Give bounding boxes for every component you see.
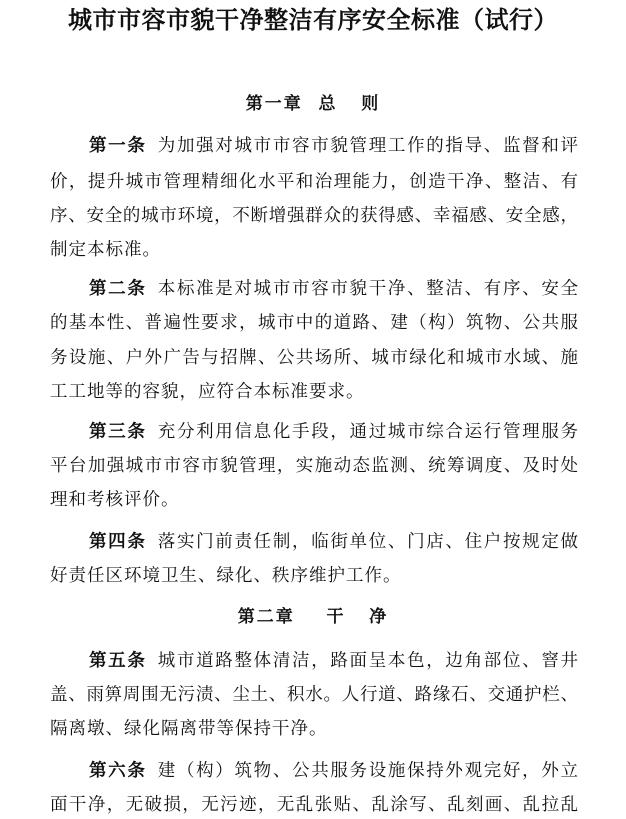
article-label: 第五条 [89, 651, 147, 671]
article-label: 第一条 [89, 136, 147, 156]
article-line: 面干净，无破损，无污迹，无乱张贴、乱涂写、乱刻画、乱拉乱 [50, 795, 578, 815]
article-first-line [89, 277, 578, 301]
article-line: 制定本标准。 [50, 240, 161, 260]
chapter-heading: 第二章 干 净 [237, 607, 389, 627]
article-label: 第四条 [89, 532, 147, 552]
article-line: 务设施、户外广告与招牌、公共场所、城市绿化和城市水域、施 [50, 348, 578, 368]
article-first-line [89, 134, 578, 158]
article-line: 的基本性、普遍性要求，城市中的道路、建（构）筑物、公共服 [50, 313, 578, 333]
article-text: 充分利用信息化手段，通过城市综合运行管理服务 [157, 422, 578, 442]
article-first-line [89, 420, 578, 444]
article-line: 平台加强城市市容市貌管理，实施动态监测、统筹调度、及时处 [50, 456, 578, 476]
article-line: 价，提升城市管理精细化水平和治理能力，创造干净、整洁、有 [50, 172, 578, 192]
article-text: 落实门前责任制，临街单位、门店、住户按规定做 [157, 532, 578, 552]
chapter-heading: 第一章 总 则 [245, 94, 381, 114]
article-line: 好责任区环境卫生、绿化、秩序维护工作。 [50, 566, 402, 586]
article-line: 序、安全的城市环境，不断增强群众的获得感、幸福感、安全感， [50, 206, 578, 226]
article-line: 工工地等的容貌，应符合本标准要求。 [50, 382, 365, 402]
article-first-line [89, 649, 578, 673]
article-label: 第三条 [89, 422, 147, 442]
article-text: 城市道路整体清洁，路面呈本色，边角部位、窨井 [157, 651, 578, 671]
article-text: 为加强对城市市容市貌管理工作的指导、监督和评 [157, 136, 578, 156]
article-label: 第六条 [89, 761, 147, 781]
article-line: 盖、雨箅周围无污渍、尘土、积水。人行道、路缘石、交通护栏、 [50, 685, 578, 705]
article-line: 理和考核评价。 [50, 490, 180, 510]
article-text: 建（构）筑物、公共服务设施保持外观完好，外立 [157, 761, 578, 781]
document-title: 城市市容市貌干净整洁有序安全标准（试行） [68, 6, 558, 34]
article-line: 隔离墩、绿化隔离带等保持干净。 [50, 719, 328, 739]
article-label: 第二条 [89, 279, 147, 299]
article-first-line [89, 759, 578, 783]
article-text: 本标准是对城市市容市貌干净、整洁、有序、安全 [157, 279, 578, 299]
article-first-line [89, 530, 578, 554]
